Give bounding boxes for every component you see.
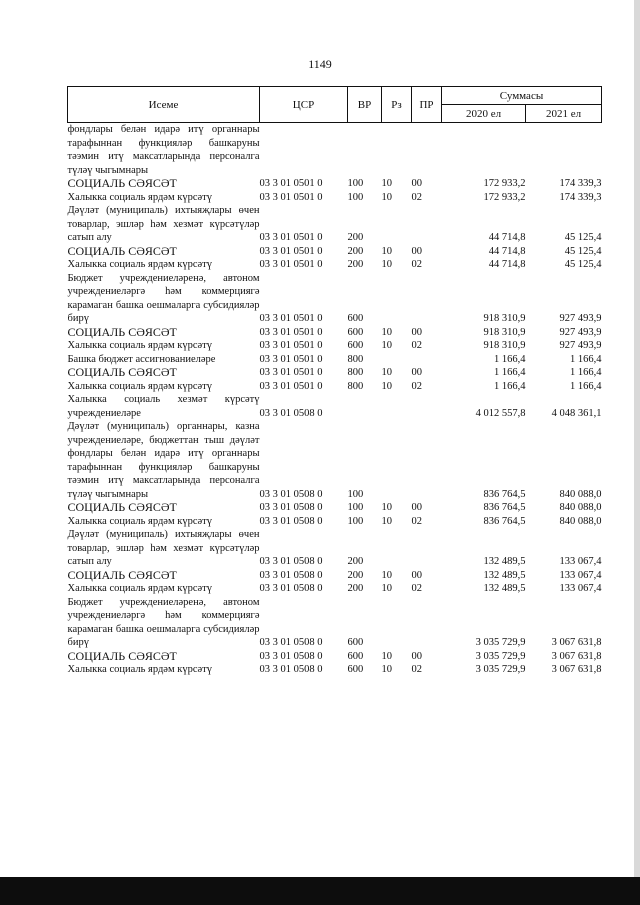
column-header-csr: ЦСР: [260, 87, 348, 123]
cell-rz: 10: [381, 380, 392, 392]
table-row: [68, 420, 602, 501]
cell-name: Дәүләт (муниципаль) органнары, казна учреждениеләре, бюджеттан тыш дәүләт фондлары белән идарә итү органнары тарафыннан функцияләр башкаруны тәэмин итү максатларында персоналга түләү чыгымнары: [67, 421, 260, 500]
cell-pr: 02: [411, 380, 422, 392]
cell-vr: 600: [347, 326, 364, 338]
cell-2021: 3 067 631,8: [551, 650, 602, 662]
cell-2021: 133 067,4: [559, 569, 602, 581]
cell-name: СОЦИАЛЬ СӘЯСӘТ: [67, 567, 177, 582]
cell-2021: 840 088,0: [559, 488, 602, 500]
cell-vr: 800: [347, 367, 364, 378]
table-row: [68, 339, 602, 353]
column-header-2020: 2020 ел: [442, 105, 526, 123]
cell-csr: 03 3 01 0508 0: [259, 583, 323, 594]
cell-name: Халыкка социаль ярдәм күрсәтү: [67, 515, 212, 527]
column-header-name: Исеме: [68, 87, 260, 123]
cell-pr: [412, 420, 442, 501]
cell-2021: 840 088,0: [559, 502, 602, 513]
table-row: [68, 258, 602, 272]
cell-rz: 10: [381, 664, 392, 675]
cell-rz: [382, 393, 412, 420]
cell-vr: 600: [347, 637, 364, 648]
cell-pr: 00: [411, 650, 422, 662]
cell-csr: 03 3 01 0508 0: [259, 556, 323, 567]
cell-csr: 03 3 01 0501 0: [259, 340, 323, 351]
cell-name: СОЦИАЛЬ СӘЯСӘТ: [67, 176, 177, 190]
cell-csr: 03 3 01 0508 0: [259, 569, 323, 581]
cell-rz: [382, 272, 412, 326]
cell-name: Халыкка социаль ярдәм күрсәтү: [67, 340, 212, 351]
cell-rz: 10: [381, 502, 392, 513]
cell-2020: 3 035 729,9: [475, 650, 526, 662]
cell-csr: 03 3 01 0501 0: [259, 232, 323, 243]
cell-2020: 172 933,2: [483, 191, 526, 203]
cell-csr: 03 3 01 0508 0: [259, 637, 323, 648]
cell-pr: [412, 204, 442, 245]
table-row: [68, 515, 602, 529]
cell-csr: 03 3 01 0501 0: [259, 353, 323, 365]
cell-csr: 03 3 01 0508 0: [259, 650, 323, 662]
cell-2021: 840 088,0: [559, 515, 602, 527]
cell-vr: 100: [347, 515, 364, 527]
cell-csr: [260, 123, 348, 178]
cell-2021: 1 166,4: [570, 353, 602, 365]
cell-name: Халыкка социаль ярдәм күрсәтү: [67, 259, 212, 270]
cell-csr: 03 3 01 0501 0: [259, 326, 323, 338]
table-row: [68, 582, 602, 596]
cell-2020: 918 310,9: [483, 326, 526, 338]
cell-rz: [382, 596, 412, 650]
table-row: [68, 380, 602, 394]
cell-vr: 100: [347, 488, 364, 500]
cell-csr: 03 3 01 0501 0: [259, 178, 323, 189]
cell-pr: 02: [411, 583, 422, 594]
cell-vr: [348, 393, 382, 420]
table-row: [68, 650, 602, 664]
column-header-vr: ВР: [348, 87, 382, 123]
cell-vr: 100: [347, 191, 364, 203]
column-header-rz: Рз: [382, 87, 412, 123]
table-row: [68, 177, 602, 191]
table-row: [68, 204, 602, 245]
cell-2021: 1 166,4: [570, 367, 602, 378]
cell-2020: 3 035 729,9: [475, 637, 526, 648]
cell-2021: 45 125,4: [564, 232, 602, 243]
cell-2021: [526, 123, 602, 178]
cell-rz: 10: [381, 650, 392, 662]
cell-csr: 03 3 01 0501 0: [259, 380, 323, 392]
cell-name: СОЦИАЛЬ СӘЯСӘТ: [67, 365, 177, 379]
cell-pr: 00: [411, 569, 422, 581]
cell-pr: [412, 353, 442, 367]
cell-2020: 132 489,5: [483, 556, 526, 567]
cell-name: Дәүләт (муниципаль) ихтыяҗлары өчен товарлар, эшләр һәм хезмәт күрсәтүләр сатып алу: [67, 205, 260, 243]
cell-2021: 45 125,4: [564, 259, 602, 270]
cell-pr: 02: [411, 191, 422, 203]
cell-vr: 600: [347, 340, 364, 351]
table-row: [68, 596, 602, 650]
cell-rz: [382, 123, 412, 178]
cell-pr: 02: [411, 340, 422, 351]
cell-pr: [412, 272, 442, 326]
cell-2021: 45 125,4: [564, 245, 602, 257]
cell-rz: 10: [381, 583, 392, 594]
cell-pr: [412, 123, 442, 178]
cell-vr: 600: [347, 650, 364, 662]
cell-vr: 600: [347, 664, 364, 675]
cell-2020: 918 310,9: [483, 340, 526, 351]
cell-2021: 927 493,9: [559, 340, 602, 351]
cell-vr: 800: [347, 353, 364, 365]
column-header-2021: 2021 ел: [526, 105, 602, 123]
cell-2021: 1 166,4: [570, 380, 602, 392]
cell-rz: 10: [381, 340, 392, 351]
cell-2020: 132 489,5: [483, 583, 526, 594]
cell-vr: 200: [347, 556, 364, 567]
table-row: [68, 326, 602, 340]
cell-vr: 600: [347, 313, 364, 324]
cell-rz: 10: [381, 367, 392, 378]
table-row: [68, 353, 602, 367]
table-row: [68, 366, 602, 380]
cell-2020: 44 714,8: [488, 259, 526, 270]
cell-name: СОЦИАЛЬ СӘЯСӘТ: [67, 243, 177, 258]
cell-vr: 200: [347, 569, 364, 581]
cell-2020: 836 764,5: [483, 515, 526, 527]
table-row: [68, 191, 602, 205]
cell-name: СОЦИАЛЬ СӘЯСӘТ: [67, 500, 177, 514]
cell-pr: 00: [411, 367, 422, 378]
cell-csr: 03 3 01 0508 0: [259, 488, 323, 500]
budget-table: [67, 86, 602, 677]
cell-pr: [412, 596, 442, 650]
cell-2021: 4 048 361,1: [551, 407, 602, 419]
cell-2021: 174 339,3: [559, 178, 602, 189]
cell-2020: 132 489,5: [483, 569, 526, 581]
cell-pr: [412, 528, 442, 569]
cell-name: Дәүләт (муниципаль) ихтыяҗлары өчен товарлар, эшләр һәм хезмәт күрсәтүләр сатып алу: [67, 529, 260, 567]
page-number: 1149: [308, 57, 332, 71]
cell-name: Халыкка социаль ярдәм күрсәтү: [67, 664, 212, 675]
cell-name: Бюджет учреждениеләренә, автоном учреждениеләргә һәм коммерциягә карамаган башка оешмаларга субсидияләр бирү: [67, 596, 260, 648]
cell-2021: 927 493,9: [559, 313, 602, 324]
table-row: [68, 272, 602, 326]
table-row: [68, 393, 602, 420]
cell-csr: 03 3 01 0508 0: [259, 502, 323, 513]
cell-rz: [382, 420, 412, 501]
cell-name: фондлары белән идарә итү органнары тарафыннан функцияләр башкаруны тәэмин итү максатларында персоналга түләү чыгымнары: [67, 124, 260, 176]
cell-vr: 100: [347, 178, 364, 189]
table-row: [68, 528, 602, 569]
cell-name: Халыкка социаль хезмәт күрсәтү учреждениеләре: [67, 394, 260, 419]
cell-csr: 03 3 01 0501 0: [259, 191, 323, 203]
cell-rz: 10: [381, 245, 392, 257]
cell-csr: 03 3 01 0508 0: [259, 664, 323, 675]
cell-2021: 133 067,4: [559, 583, 602, 594]
cell-vr: 200: [347, 259, 364, 270]
cell-2020: 1 166,4: [494, 353, 526, 365]
table-row: [68, 245, 602, 259]
cell-2020: 1 166,4: [494, 367, 526, 378]
cell-rz: 10: [381, 569, 392, 581]
cell-csr: 03 3 01 0508 0: [259, 407, 323, 419]
cell-2020: [442, 123, 526, 178]
cell-2020: 44 714,8: [488, 232, 526, 243]
column-header-pr: ПР: [412, 87, 442, 123]
cell-csr: 03 3 01 0501 0: [259, 313, 323, 324]
cell-name: СОЦИАЛЬ СӘЯСӘТ: [67, 324, 177, 339]
cell-vr: 200: [347, 583, 364, 594]
cell-rz: [382, 528, 412, 569]
cell-2020: 44 714,8: [488, 245, 526, 257]
cell-2020: 3 035 729,9: [475, 664, 526, 675]
cell-pr: 00: [411, 178, 422, 189]
cell-rz: 10: [381, 191, 392, 203]
cell-2021: 3 067 631,8: [551, 637, 602, 648]
cell-2020: 1 166,4: [494, 380, 526, 392]
cell-csr: 03 3 01 0501 0: [259, 245, 323, 257]
cell-rz: 10: [381, 178, 392, 189]
table-row: [68, 123, 602, 178]
cell-2021: 3 067 631,8: [551, 664, 602, 675]
cell-name: СОЦИАЛЬ СӘЯСӘТ: [67, 648, 177, 663]
table-row: [68, 569, 602, 583]
cell-pr: [412, 393, 442, 420]
cell-pr: 00: [411, 245, 422, 257]
cell-pr: 00: [411, 502, 422, 513]
cell-pr: 02: [411, 259, 422, 270]
cell-rz: 10: [381, 259, 392, 270]
cell-vr: [348, 123, 382, 178]
cell-vr: 200: [347, 232, 364, 243]
cell-2020: 172 933,2: [483, 178, 526, 189]
cell-vr: 800: [347, 380, 364, 392]
cell-2021: 174 339,3: [559, 191, 602, 203]
cell-name: Башка бюджет ассигнованиеләре: [67, 353, 216, 365]
cell-name: Халыкка социаль ярдәм күрсәтү: [67, 191, 212, 203]
cell-rz: [382, 353, 412, 367]
cell-2020: 4 012 557,8: [475, 407, 526, 419]
cell-csr: 03 3 01 0508 0: [259, 515, 323, 527]
cell-2020: 836 764,5: [483, 502, 526, 513]
cell-pr: 02: [411, 515, 422, 527]
scan-bottom-bar: [0, 877, 640, 905]
cell-csr: 03 3 01 0501 0: [259, 367, 323, 378]
table-body: [68, 123, 602, 677]
scan-edge: [634, 0, 640, 905]
table-header: [68, 87, 602, 123]
table-row: [68, 501, 602, 515]
cell-name: Бюджет учреждениеләренә, автоном учреждениеләргә һәм коммерциягә карамаган башка оешмаларга субсидияләр бирү: [67, 272, 260, 324]
cell-2021: 133 067,4: [559, 556, 602, 567]
cell-2021: 927 493,9: [559, 326, 602, 338]
cell-name: Халыкка социаль ярдәм күрсәтү: [67, 380, 212, 392]
cell-rz: [382, 204, 412, 245]
cell-csr: 03 3 01 0501 0: [259, 259, 323, 270]
table-row: [68, 663, 602, 677]
cell-rz: 10: [381, 515, 392, 527]
cell-pr: 00: [411, 326, 422, 338]
cell-vr: 200: [347, 245, 364, 257]
cell-2020: 836 764,5: [483, 488, 526, 500]
cell-rz: 10: [381, 326, 392, 338]
cell-2020: 918 310,9: [483, 313, 526, 324]
cell-name: Халыкка социаль ярдәм күрсәтү: [67, 583, 212, 594]
cell-pr: 02: [411, 664, 422, 675]
cell-vr: 100: [347, 502, 364, 513]
column-header-sums: Суммасы: [442, 87, 602, 105]
